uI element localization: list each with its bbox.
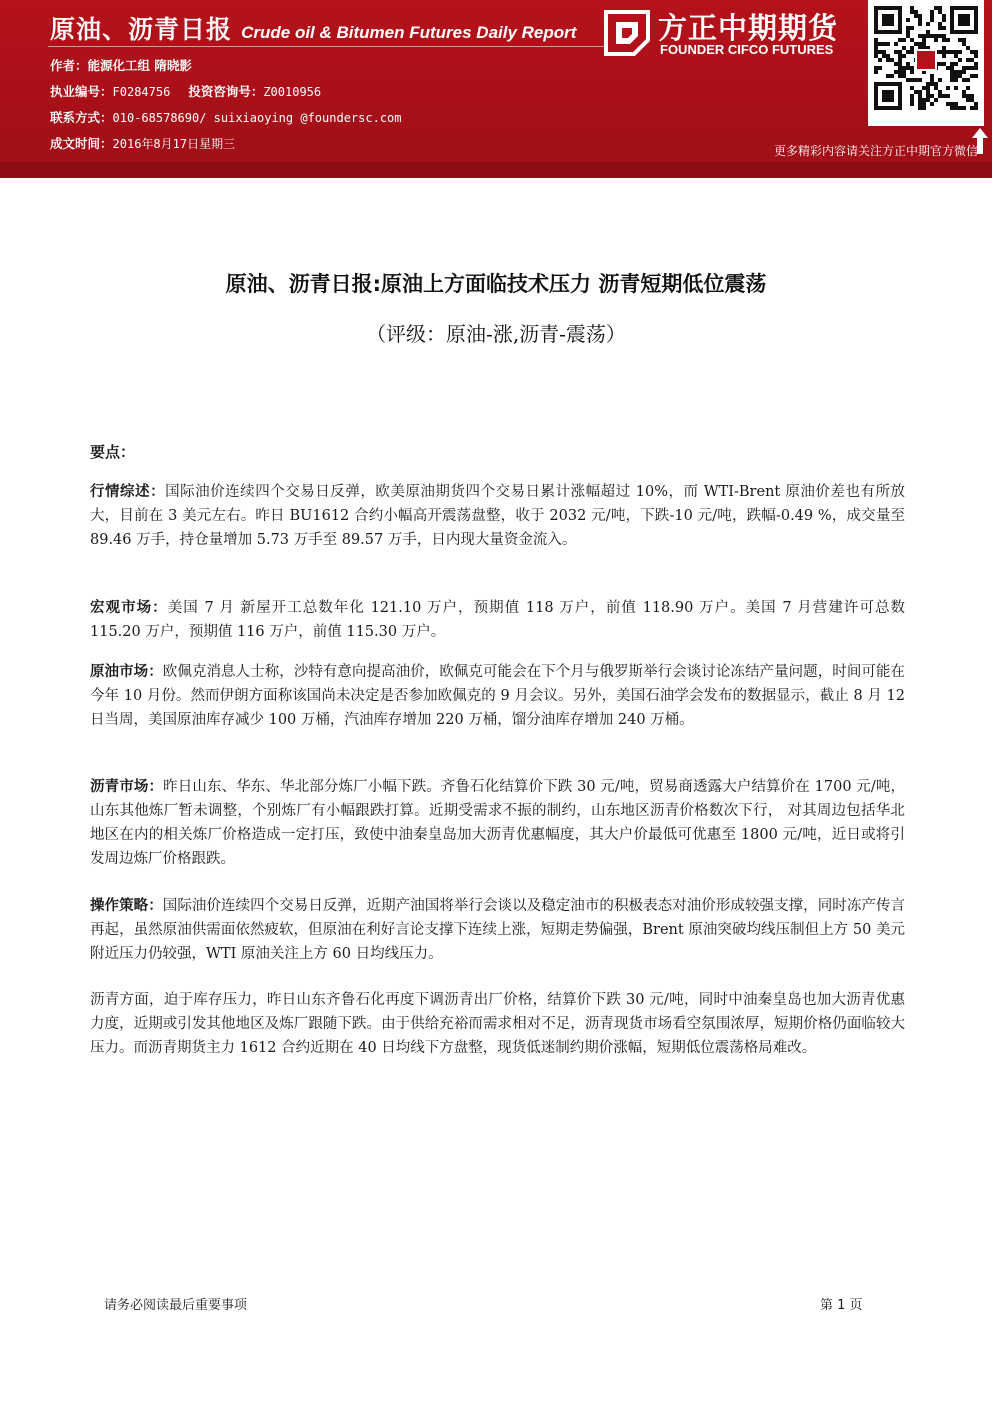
company-logo-icon — [604, 10, 650, 56]
contact-line — [50, 108, 402, 126]
qr-code-icon — [868, 0, 984, 126]
author-label: 作者： — [50, 58, 88, 73]
report-title-cn: 原油、沥青日报 — [50, 15, 233, 44]
paragraph-label: 原油市场： — [90, 664, 163, 680]
author-line — [50, 56, 192, 74]
license-line — [50, 82, 321, 100]
section-heading: 要点： — [90, 443, 136, 461]
paragraph-label: 宏观市场： — [90, 600, 168, 616]
header-bottom-bar — [0, 162, 992, 178]
page-number: 第 1 页 — [820, 1298, 863, 1313]
paragraph-text: 欧佩克消息人士称，沙特有意向提高油价，欧佩克可能会在下个月与俄罗斯举行会谈讨论冻结产量问题，时间可能在今年 10 月份。然而伊朗方面称该国尚未决定是否参加欧佩克的 9 月会议。另外，美国石油学会发布的数据显示，截止 8 月 12 日当周，美国原油库存减少 100 万桶，汽油库存增加 220 万桶，馏分油库存增加 240 万桶。 — [90, 664, 906, 728]
consult-label: 投资咨询号： — [188, 84, 264, 99]
paragraph-market-overview — [90, 480, 905, 552]
paragraph-text: 沥青方面，迫于库存压力，昨日山东齐鲁石化再度下调沥青出厂价格，结算价下跌 30 元/吨，同时中油秦皇岛也加大沥青优惠力度，近期或引发其他地区及炼厂跟随下跌。由于供给充裕而需求相对不足，沥青现货市场看空氛围浓厚，短期价格仍面临较大压力。而沥青期货主力 1612 合约近期在 40 日均线下方盘整，现货低迷制约期价涨幅，短期低位震荡格局难改。 — [90, 992, 905, 1056]
report-title-en: Crude oil & Bitumen Futures Daily Report — [241, 23, 577, 42]
contact-label: 联系方式： — [50, 110, 113, 125]
consult-value: Z0010956 — [263, 85, 322, 99]
date-value: 2016年8月17日星期三 — [112, 137, 236, 151]
title-divider — [48, 46, 608, 47]
paragraph-text: 国际油价连续四个交易日反弹，欧美原油期货四个交易日累计涨幅超过 10%，而 WTI-Brent 原油价差也有所放大，目前在 3 美元左右。昨日 BU1612 合约小幅高开震荡盘整，收于 2032 元/吨，下跌-10 元/吨，跌幅-0.49 %，成交量至 89.46 万手，持仓量增加 5.73 万手至 89.57 万手，日内现大量资金流入。 — [90, 484, 905, 548]
contact-value: 010-68578690/ suixiaoying @foundersc.com — [112, 111, 402, 125]
paragraph-text: 美国 7 月 新屋开工总数年化 121.10 万户，预期值 118 万户，前值 118.90 万户。美国 7 月营建许可总数 115.20 万户，预期值 116 万户，前值 115.30 万户。 — [90, 600, 906, 640]
report-title — [50, 10, 576, 46]
paragraph-label: 操作策略： — [90, 898, 163, 914]
date-label: 成文时间： — [50, 136, 113, 151]
logo-text-en: FOUNDER CIFCO FUTURES — [660, 42, 834, 57]
license-label: 执业编号： — [50, 84, 113, 99]
date-line — [50, 134, 235, 152]
paragraph-text: 国际油价连续四个交易日反弹，近期产油国将举行会谈以及稳定油市的积极表态对油价形成较强支撑，同时冻产传言再起，虽然原油供需面依然疲软，但原油在利好言论支撑下连续上涨，短期走势偏强，Brent 原油突破均线压制但上方 50 美元附近压力仍较强，WTI 原油关注上方 60 日均线压力。 — [90, 898, 906, 962]
footer-notice: 请务必阅读最后重要事项 — [104, 1298, 248, 1313]
paragraph-strategy — [90, 894, 905, 966]
document-title: 原油、沥青日报:原油上方面临技术压力 沥青短期低位震荡 — [225, 272, 767, 296]
paragraph-crude — [90, 660, 905, 732]
paragraph-label: 行情综述： — [90, 484, 166, 500]
logo-text-cn: 方正中期期货 — [658, 11, 839, 45]
paragraph-label: 沥青市场： — [90, 779, 164, 795]
paragraph-bitumen-outlook — [90, 988, 905, 1060]
paragraph-text: 昨日山东、华东、华北部分炼厂小幅下跌。齐鲁石化结算价下跌 30 元/吨，贸易商透露大户结算价在 1700 元/吨，山东其他炼厂暂未调整，个别炼厂有小幅跟跌打算。近期受需求不振的制约，山东地区沥青价格数次下行， 对其周边包括华北地区在内的相关炼厂价格造成一定打压，致使中油秦皇岛加大沥青优惠幅度，其大户价最低可优惠至 1800 元/吨，近日或将引发周边炼厂价格跟跌。 — [90, 779, 906, 867]
company-logo — [604, 6, 864, 62]
document-rating: （评级：原油-涨,沥青-震荡） — [366, 322, 626, 346]
license-value: F0284756 — [112, 85, 171, 99]
paragraph-bitumen — [90, 775, 905, 871]
paragraph-macro — [90, 596, 905, 644]
follow-wechat-text: 更多精彩内容请关注方正中期官方微信 — [773, 144, 978, 158]
author-value: 能源化工组 隋晓影 — [87, 58, 192, 73]
